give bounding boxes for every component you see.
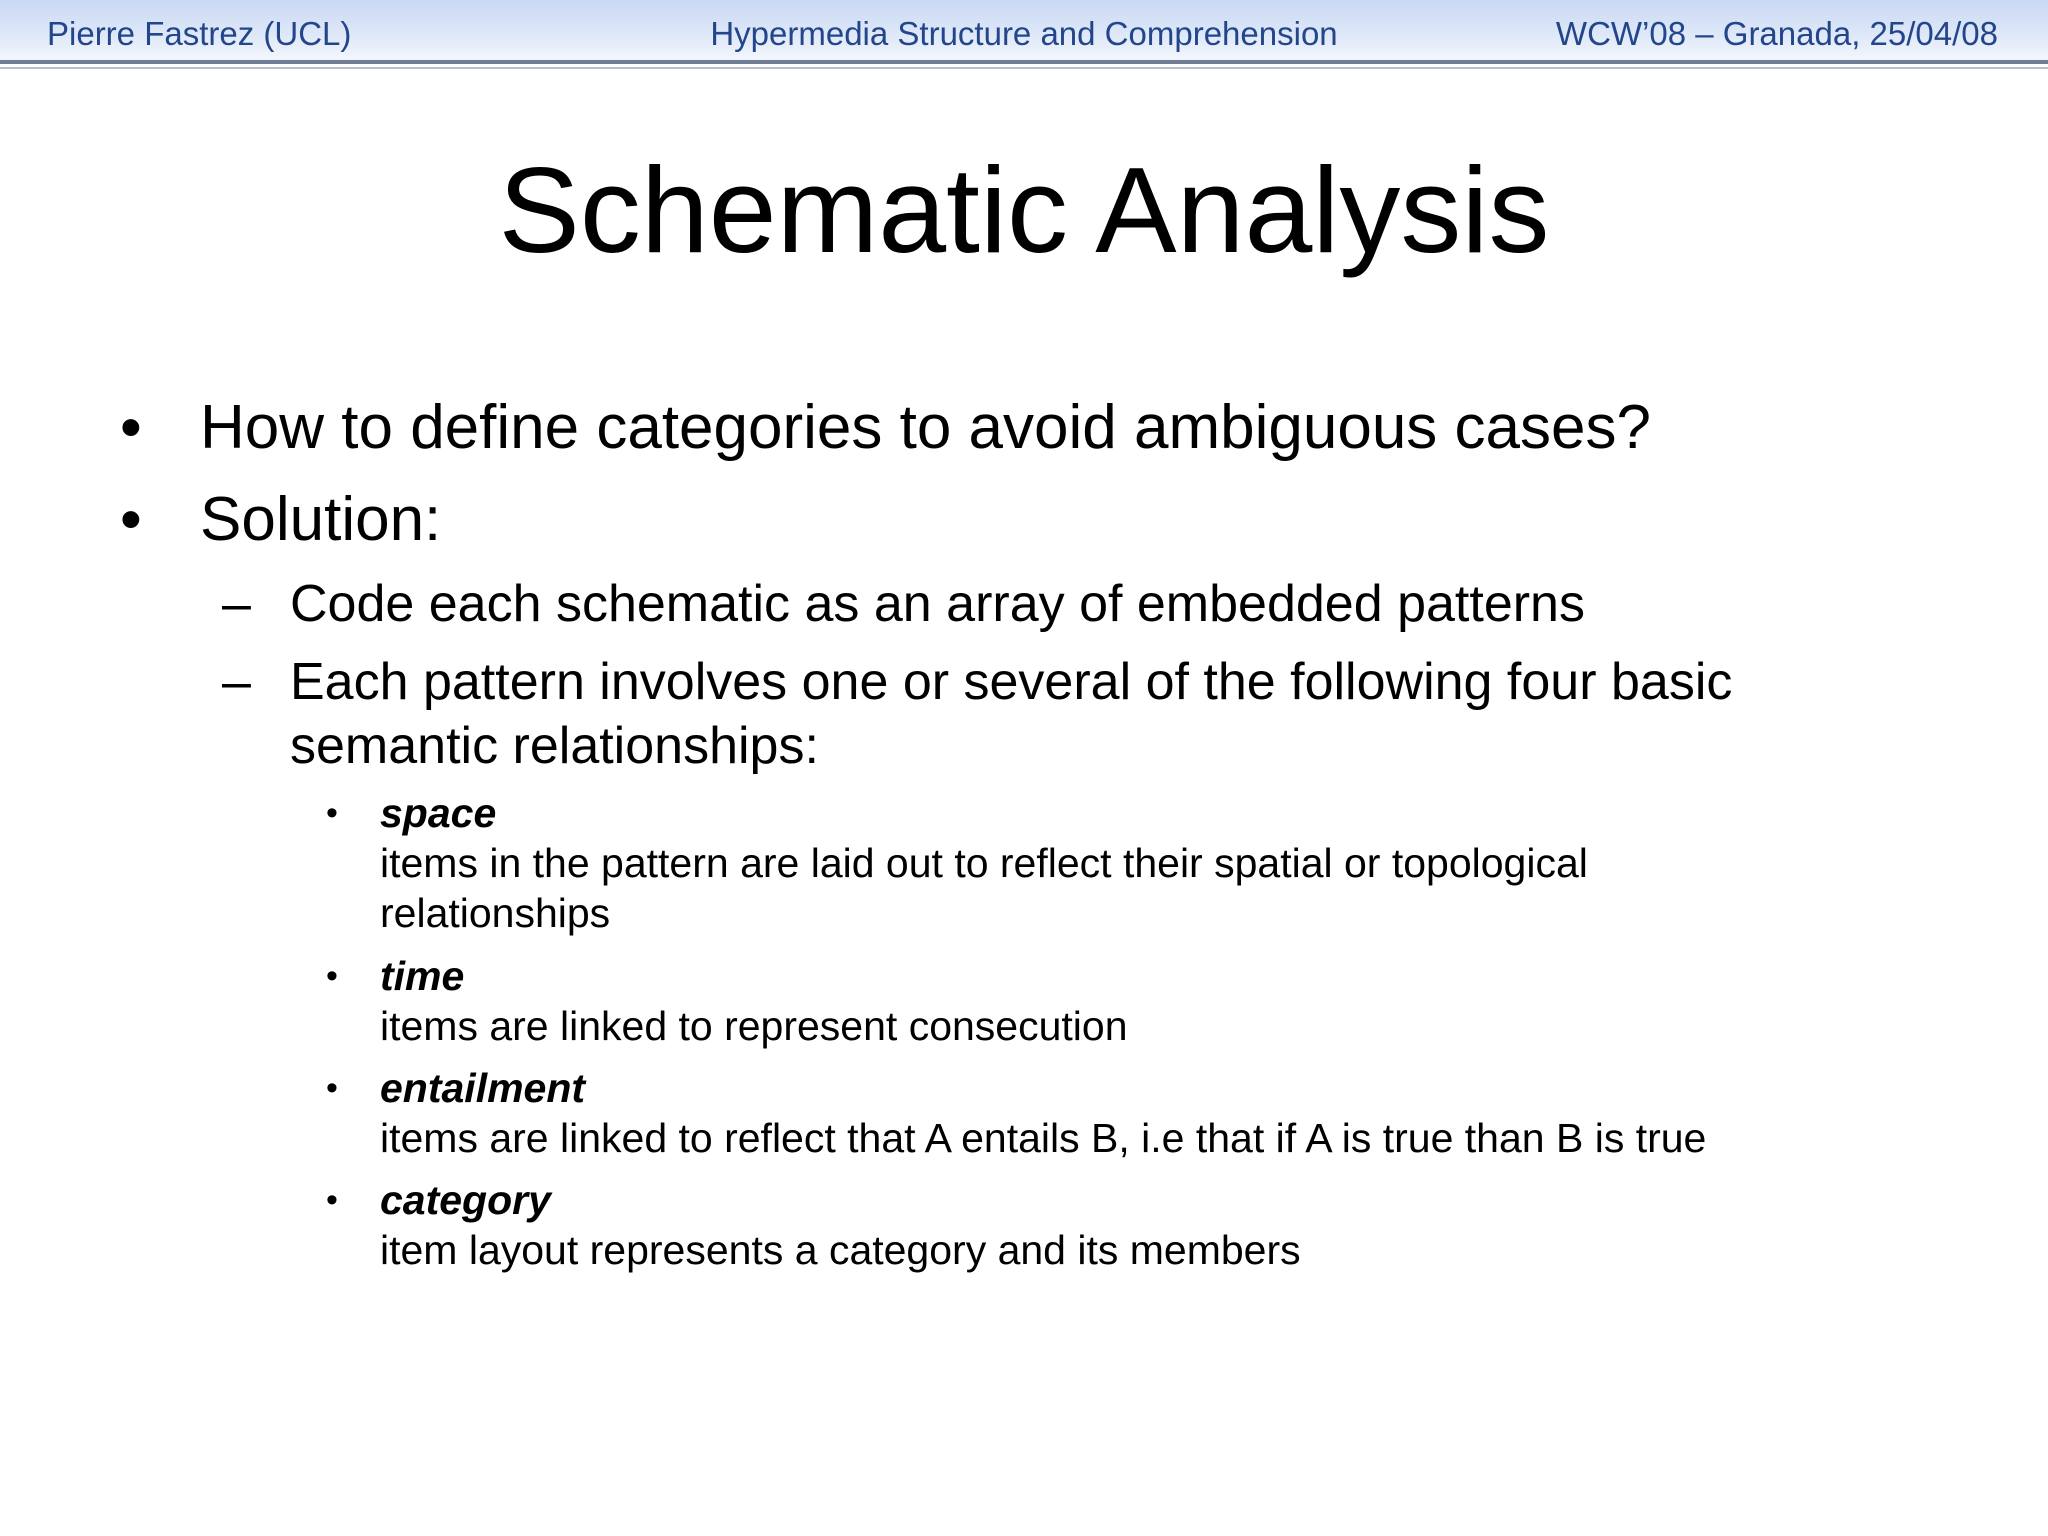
bullet-icon: • (120, 393, 142, 462)
dash-icon: – (222, 653, 251, 711)
sub-bullet-code-text: Code each schematic as an array of embedded patterns (290, 575, 1585, 633)
relationship-description: item layout represents a category and its members (380, 1227, 1301, 1273)
relationship-description: items are linked to reflect that A entails B, i.e that if A is true than B is true (380, 1115, 1707, 1161)
slide-header (0, 0, 2048, 64)
header-talk-title: Hypermedia Structure and Comprehension (710, 15, 1338, 52)
relationship-term: category (380, 1177, 551, 1223)
bullet-icon: • (326, 957, 338, 995)
header-divider (0, 67, 2048, 69)
relationship-term: space (380, 790, 497, 836)
relationship-description: items are linked to represent consecution (380, 1003, 1128, 1049)
relationship-term: entailment (380, 1065, 586, 1111)
bullet-solution-text: Solution: (200, 485, 442, 554)
relationship-description: relationships (380, 890, 611, 936)
header-event: WCW’08 – Granada, 25/04/08 (1555, 15, 1998, 52)
relationship-description: items in the pattern are laid out to reflect their spatial or topological (380, 840, 1588, 886)
header-author: Pierre Fastrez (UCL) (47, 15, 352, 52)
slide-title: Schematic Analysis (498, 142, 1550, 278)
bullet-icon: • (120, 485, 142, 554)
bullet-icon: • (326, 794, 338, 832)
bullet-icon: • (326, 1069, 338, 1107)
bullet-icon: • (326, 1181, 338, 1219)
bullet-question-text: How to define categories to avoid ambiguous cases? (200, 393, 1651, 462)
sub-bullet-pattern-text-line2: semantic relationships: (290, 717, 819, 775)
dash-icon: – (222, 575, 251, 633)
sub-bullet-pattern-text: Each pattern involves one or several of the following four basic (290, 653, 1733, 711)
relationship-term: time (380, 953, 465, 999)
